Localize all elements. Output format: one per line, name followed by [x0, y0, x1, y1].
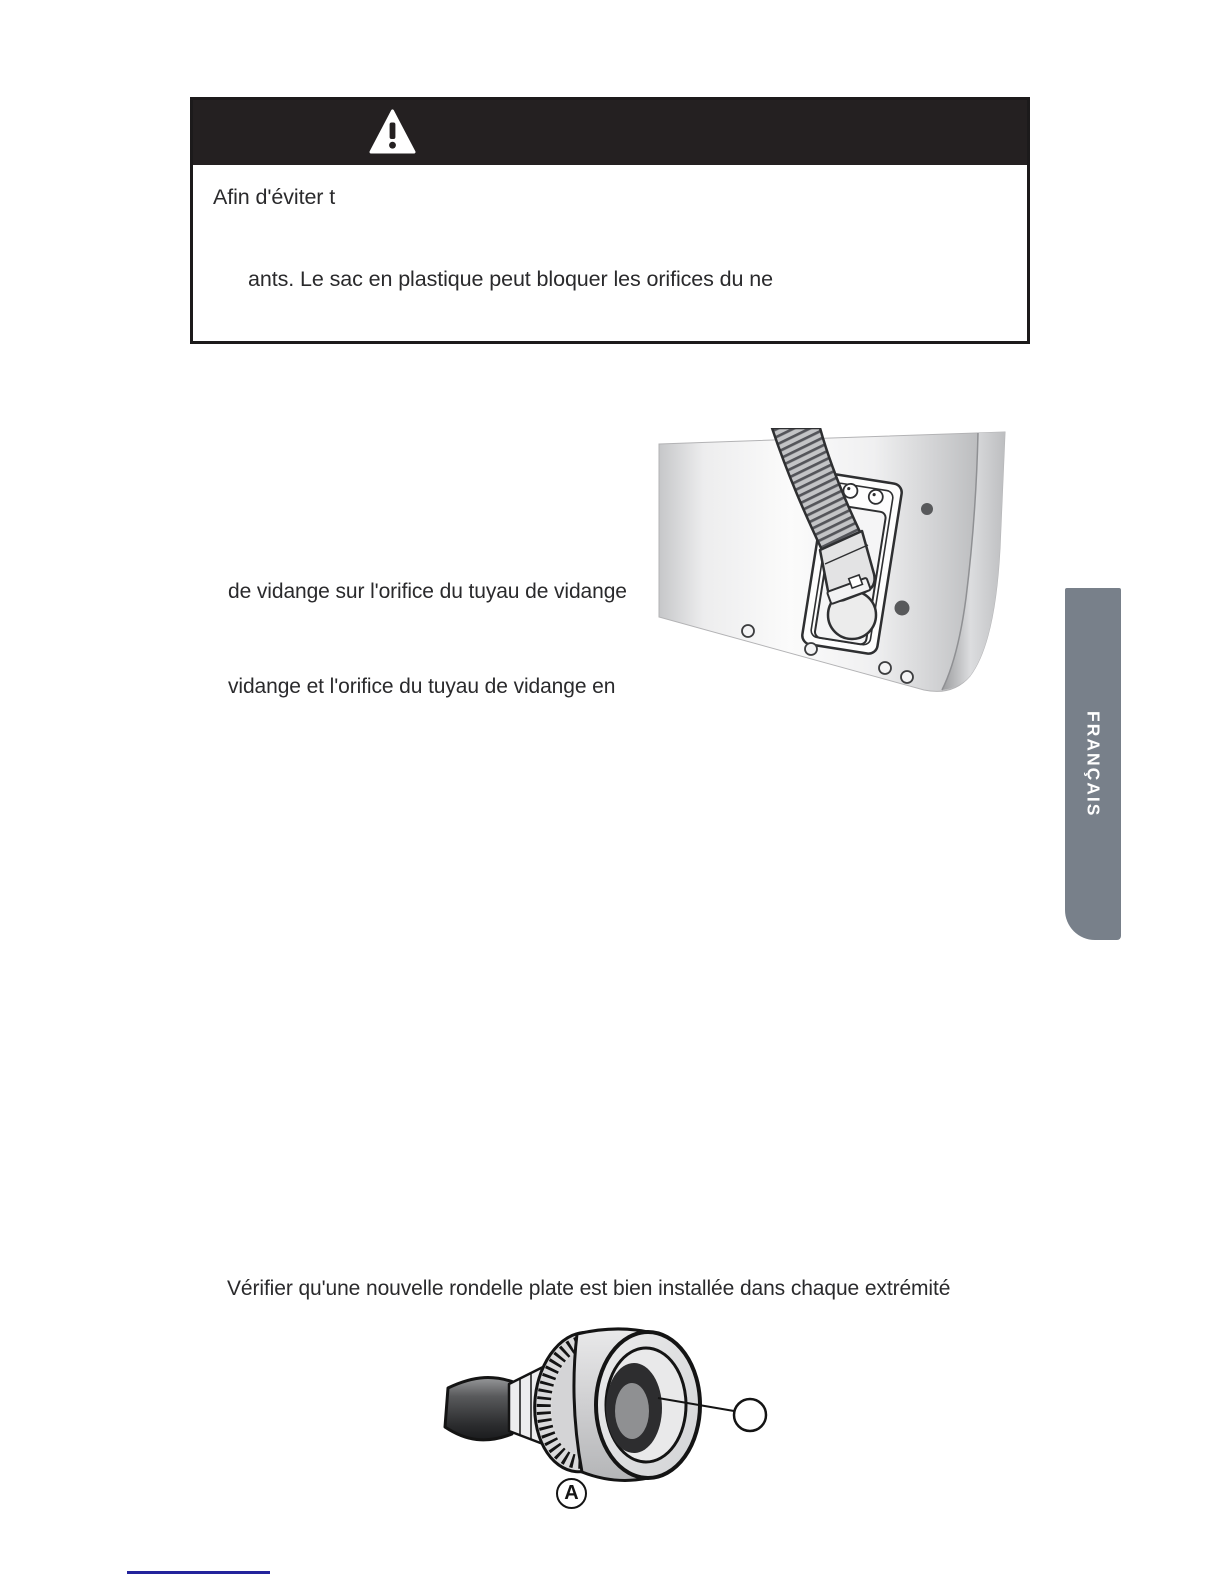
screw-hole: [901, 671, 913, 683]
hose: [445, 1378, 516, 1440]
warning-box: [190, 97, 1030, 344]
screw-hole: [805, 643, 817, 655]
footer-underline: [127, 1571, 270, 1574]
body-text-line2: vidange et l'orifice du tuyau de vidange en: [228, 675, 616, 698]
screw-hole: [742, 625, 754, 637]
panel-dot: [921, 503, 933, 515]
part-label-a: A: [556, 1478, 587, 1509]
body-text-line1: de vidange sur l'orifice du tuyau de vidange: [228, 580, 627, 603]
hose-coupling-illustration: [430, 1312, 780, 1512]
language-side-tab: [1065, 588, 1121, 940]
panel-dot: [895, 601, 910, 616]
warning-text-line2: ants. Le sac en plastique peut bloquer les orifices du ne: [248, 267, 773, 291]
callout-circle: [734, 1399, 766, 1431]
language-tab-label: FRANÇAIS: [1083, 710, 1104, 818]
screw-hole: [879, 662, 891, 674]
warning-header-bar: [193, 100, 1027, 165]
machine-drain-hose-illustration: [648, 428, 1008, 694]
warning-text-line1: Afin d'éviter t: [213, 185, 336, 209]
warning-triangle-icon: [369, 109, 416, 155]
instruction-text: Vérifier qu'une nouvelle rondelle plate est bien installée dans chaque extrémité: [227, 1277, 951, 1300]
coupling-opening: [615, 1383, 649, 1439]
